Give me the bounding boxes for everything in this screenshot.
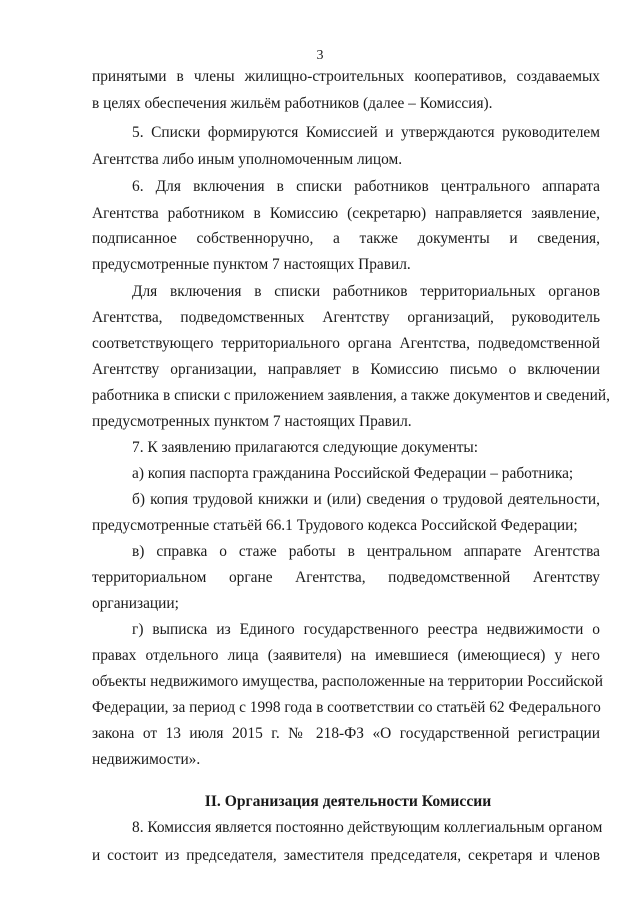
text-line: 7. К заявлению прилагаются следующие документы: [132,439,479,456]
text-line: 5. Списки формируются Комиссией и утверждаются руководителем [132,124,600,141]
text-line: предусмотренные статьёй 66.1 Трудового кодекса Российской Федерации; [92,517,578,534]
text-line: территориальном органе Агентства, подведомственной Агентству [92,569,600,586]
text-line: Агентства либо иным уполномоченным лицом. [92,151,403,168]
text-line: организации; [92,595,179,612]
text-line: Для включения в списки работников территориальных органов [132,283,600,300]
text-line: правах отдельного лица (заявителя) на имевшиеся (имеющиеся) у него [92,647,600,664]
text-line: закона от 13 июля 2015 г. № 218-ФЗ «О государственной регистрации [92,725,600,742]
text-line: Федерации, за период с 1998 года в соответствии со статьёй 62 Федерального [92,699,601,716]
text-line: предусмотренных пунктом 7 настоящих Правил. [92,413,412,430]
page-number: 3 [316,48,324,63]
text-line: Агентства, подведомственных Агентству организаций, руководитель [92,309,600,326]
text-line: подписанное собственноручно, а также документы и сведения, [92,230,600,247]
text-line: а) копия паспорта гражданина Российской Федерации – работника; [132,465,574,482]
text-line: объекты недвижимого имущества, расположенные на территории Российской [92,673,603,690]
text-line: работника в списки с приложением заявления, а также документов и сведений, [92,387,610,404]
text-line: принятыми в члены жилищно-строительных кооперативов, создаваемых [92,68,600,85]
text-line: г) выписка из Единого государственного реестра недвижимости о [132,621,600,638]
text-line: предусмотренные пунктом 7 настоящих Правил. [92,256,411,273]
text-line: в) справка о стаже работы в центральном аппарате Агентства [132,543,600,560]
text-line: Агентству организации, направляет в Комиссию письмо о включении [92,361,600,378]
text-line: и состоит из председателя, заместителя председателя, секретаря и членов [92,847,600,864]
section-heading: II. Организация деятельности Комиссии [204,793,492,810]
text-line: 6. Для включения в списки работников центрального аппарата [132,178,600,195]
text-line: в целях обеспечения жильём работников (далее – Комиссия). [92,95,493,112]
text-line: недвижимости». [92,751,201,768]
text-line: соответствующего территориального органа Агентства, подведомственной [92,335,600,352]
text-line: Агентства работником в Комиссию (секретарю) направляется заявление, [92,205,600,222]
text-line: б) копия трудовой книжки и (или) сведения о трудовой деятельности, [132,491,600,508]
text-line: 8. Комиссия является постоянно действующим коллегиальным органом [132,819,603,836]
